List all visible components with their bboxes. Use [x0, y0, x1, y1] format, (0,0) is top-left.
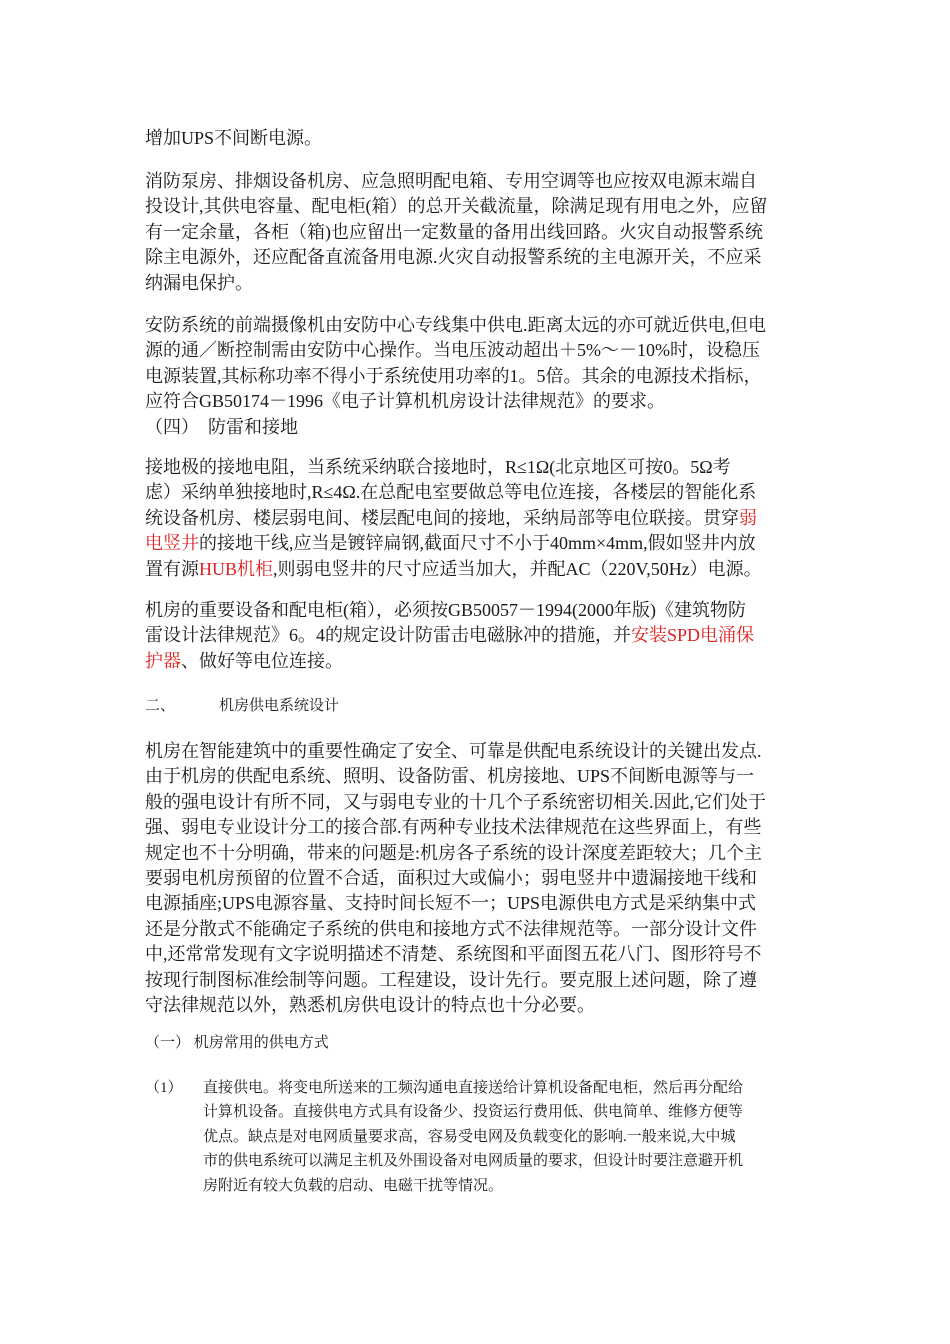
text-line: 房附近有较大负载的启动、电磁干扰等情况。: [203, 1177, 504, 1194]
text-line: 增加UPS不间断电源。: [145, 128, 323, 148]
text-line: 虑）采纳单独接地时,R≤4Ω.在总配电室要做总等电位连接，各楼层的智能化系: [145, 482, 757, 503]
section-title: 机房供电系统设计: [219, 698, 340, 714]
section-heading-lightning: （四） 防雷和接地: [145, 416, 298, 437]
text-line: 置有源HUB机柜,则弱电竖井的尺寸应适当加大，并配AC（220V,50Hz）电源。: [145, 558, 762, 579]
text-line: 强、弱电专业设计分工的接合部.有两种专业技术法律规范在这些界面上，有些: [145, 817, 762, 838]
text-line: 有一定余量，各柜（箱)也应留出一定数量的备用出线回路。火灾自动报警系统: [145, 221, 763, 242]
text-line: 投设计,其供电容量、配电柜(箱）的总开关截流量，除满足现有用电之外，应留: [145, 196, 768, 217]
highlight-text: HUB机柜: [199, 558, 274, 579]
text-line: 消防泵房、排烟设备机房、应急照明配电箱、专用空调等也应按双电源末端自: [145, 171, 757, 191]
section-heading-power-design: [145, 696, 339, 716]
text-line: 由于机房的供配电系统、照明、设备防雷、机房接地、UPS不间断电源等与一: [145, 766, 755, 787]
list-number: （1）: [145, 1080, 183, 1096]
paragraph-security-power: [145, 313, 810, 440]
text-line: 中,还常常发现有文字说明描述不清楚、系统图和平面图五花八门、图形符号不: [145, 944, 762, 965]
highlight-text: 护器: [145, 650, 181, 671]
text-line: 除主电源外，还应配备直流备用电源.火灾自动报警系统的主电源开关，不应采: [145, 247, 762, 268]
list-item-body: [203, 1076, 815, 1198]
text-line: 电竖井的接地干线,应当是镀锌扁钢,截面尺寸不小于40mm×4mm,假如竖井内放: [145, 533, 756, 554]
text-line: 雷设计法律规范》6。4的规定设计防雷击电磁脉冲的措施，并安装SPD电涌保: [145, 625, 755, 646]
text-line: 统设备机房、楼层弱电间、楼层配电间的接地，采纳局部等电位联接。贯穿弱: [145, 507, 757, 528]
text-line: 电源插座;UPS电源容量、支持时间长短不一；UPS电源供电方式是采纳集中式: [145, 893, 757, 914]
paragraph-fire-power: [145, 169, 810, 296]
text-line: 电源装置,其标称功率不得小于系统使用功率的1。5倍。其余的电源技术指标，: [145, 365, 762, 386]
text-line: 应符合GB50174－1996《电子计算机机房设计法律规范》的要求。: [145, 391, 666, 412]
paragraph-lightning-protection: [145, 598, 810, 674]
highlight-text: 电竖井: [145, 533, 199, 554]
text-line: 守法律规范以外，熟悉机房供电设计的特点也十分必要。: [145, 995, 595, 1016]
text-line: 要弱电机房预留的位置不合适，面积过大或偏小；弱电竖井中遗漏接地干线和: [145, 868, 757, 889]
text-line: 护器、做好等电位连接。: [145, 650, 343, 671]
section-number: 二、: [145, 698, 176, 714]
highlight-text: 弱: [739, 507, 757, 528]
text-line: 市的供电系统可以满足主机及外围设备对电网质量的要求，但设计时要注意避开机: [203, 1153, 744, 1170]
text-line: 按现行制图标准绘制等问题。工程建设，设计先行。要克服上述问题，除了遵: [145, 969, 757, 990]
text-line: 还是分散式不能确定子系统的供电和接地方式不法律规范等。一部分设计文件: [145, 918, 757, 939]
text-line: 优点。缺点是对电网质量要求高，容易受电网及负载变化的影响.一般来说,大中城: [203, 1128, 736, 1145]
paragraph-grounding: [145, 455, 810, 582]
paragraph-power-design-overview: [145, 739, 810, 1018]
text-line: 纳漏电保护。: [145, 272, 253, 293]
text-line: 源的通／断控制需由安防中心操作。当电压波动超出＋5%～－10%时，设稳压: [145, 340, 760, 361]
highlight-text: 安装SPD电涌保: [631, 625, 755, 646]
text-line: 般的强电设计有所不同，又与弱电专业的十几个子系统密切相关.因此,它们处于: [145, 791, 766, 812]
text-line: 计算机设备。直接供电方式具有设备少、投资运行费用低、供电简单、维修方便等: [203, 1104, 744, 1121]
text-line: 机房在智能建筑中的重要性确定了安全、可靠是供配电系统设计的关键出发点.: [145, 741, 762, 761]
text-line: 接地极的接地电阻，当系统采纳联合接地时，R≤1Ω(北京地区可按0。5Ω考: [145, 457, 731, 477]
subsection-heading-power-modes: （一） 机房常用的供电方式: [145, 1035, 329, 1051]
text-line: 安防系统的前端摄像机由安防中心专线集中供电.距离太远的亦可就近供电,但电: [145, 315, 766, 335]
paragraph-ups: [145, 126, 810, 151]
text-line: 直接供电。将变电所送来的工频沟通电直接送给计算机设备配电柜，然后再分配给: [203, 1080, 744, 1096]
text-line: 机房的重要设备和配电柜(箱），必须按GB50057－1994(2000年版)《建筑物防: [145, 600, 746, 620]
text-line: 规定也不十分明确，带来的问题是:机房各子系统的设计深度差距较大；几个主: [145, 842, 762, 863]
